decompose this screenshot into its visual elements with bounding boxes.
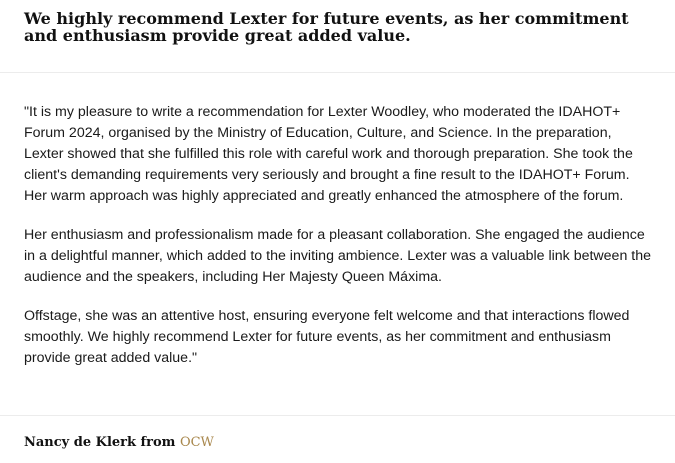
testimonial-paragraph: "It is my pleasure to write a recommendation for Lexter Woodley, who moderated the IDAHOT+ Forum 2024, organised by the Ministry of Education, Culture, and Science. In the preparation, Lexter showed that she fulfilled this role with careful work and thorough preparation. She took the client's demanding requirements very seriously and brought a fine result to the IDAHOT+ Forum. Her warm approach was highly appreciated and greatly enhanced the atmosphere of the forum.	[24, 104, 633, 204]
testimonial-paragraph: Her enthusiasm and professionalism made for a pleasant collaboration. She engaged the audience in a delightful manner, which added to the inviting ambience. Lexter was a valuable link between the audience and the speakers, including Her Majesty Queen Máxima.	[24, 227, 652, 285]
author-signature	[24, 435, 214, 451]
testimonial-paragraph: Offstage, she was an attentive host, ensuring everyone felt welcome and that interactions flowed smoothly. We highly recommend Lexter for future events, as her commitment and enthusiasm provide great added value."	[24, 308, 630, 366]
testimonial-body	[24, 102, 654, 387]
testimonial-footer	[0, 415, 675, 463]
author-organization: OCW	[179, 435, 214, 450]
author-from-label: from	[140, 435, 176, 450]
headline: We highly recommend Lexter for future events, as her commitment and enthusiasm provide great added value.	[24, 9, 629, 45]
author-name: Nancy de Klerk	[24, 435, 137, 450]
testimonial-header	[0, 0, 675, 73]
